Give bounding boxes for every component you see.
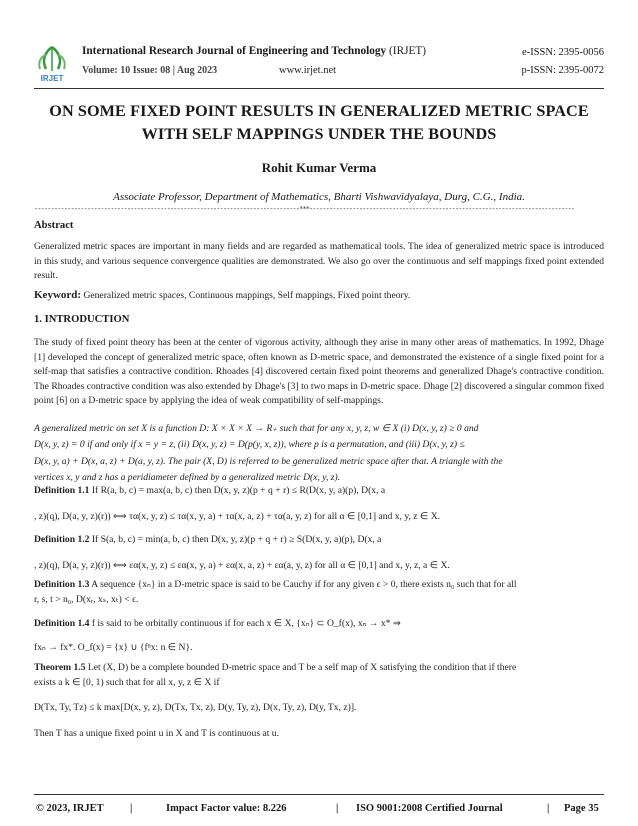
intro-p2-line: D(x, y, z) = 0 if and only if x = y = z, (ii) D(x, y, z) = D(p(y, x, z)), where p is a permutation, and (iii) D(x, y, z) ≤: [34, 439, 465, 451]
definition-1-4: [34, 617, 604, 655]
abstract-heading: Abstract: [34, 220, 74, 231]
footer-copyright: © 2023, IRJET: [36, 803, 104, 814]
intro-heading: 1. INTRODUCTION: [34, 314, 130, 325]
intro-paragraph-2: [34, 421, 604, 487]
abstract-text: Generalized metric spaces are important in many fields and are regarded as mathematical tools. The idea of generalized metric space is introduced in this study, and various sequence convergence qualities are demonstrated. We also go over the continuous and self mappings fixed point extended result.: [34, 241, 604, 282]
footer-divider: [34, 794, 604, 795]
keywords: [34, 288, 604, 304]
website-link[interactable]: www.irjet.net: [279, 65, 337, 76]
keywords-text: Generalized metric spaces, Continuous mappings, Self mappings, Fixed point theory.: [83, 290, 411, 301]
theorem-1-5: [34, 661, 604, 741]
definition-label: Definition 1.4: [34, 618, 90, 629]
definition-label: Definition 1.2: [34, 534, 90, 545]
footer-iso: ISO 9001:2008 Certified Journal: [356, 803, 503, 814]
journal-name: [82, 45, 426, 57]
definition-1-3: [34, 578, 604, 607]
definition-text: A sequence {xₙ} in a D-metric space is said to be Cauchy if for any given ϵ > 0, there exists n₀ such that for all: [89, 579, 517, 590]
pissn: p-ISSN: 2395-0072: [521, 65, 604, 76]
logo-text: IRJET: [40, 74, 64, 83]
definition-label: Definition 1.1: [34, 485, 90, 496]
footer-separator: |: [130, 803, 133, 814]
eissn: e-ISSN: 2395-0056: [522, 47, 604, 58]
irjet-logo: [34, 43, 70, 83]
theorem-text: exists a k ∈ [0, 1) such that for all x, y, z ∈ X if: [34, 676, 220, 688]
intro-p2-line: vertices x, y and z has a peridiameter defined by a generalized metric D(x, y, z).: [34, 472, 341, 484]
theorem-formula: D(Tx, Ty, Tz) ≤ k max[D(x, y, z), D(Tx, Tx, z), D(y, Ty, z), D(x, Ty, z), D(y, Tx, z)].: [34, 702, 357, 714]
journal-abbr: (IRJET): [389, 45, 427, 57]
intro-p2-line: A generalized metric on set X is a function D: X × X × X → R₊ such that for any x, y, z, w ∈ X (i) D(x, y, z) ≥ 0 and: [34, 423, 479, 434]
theorem-text: Then T has a unique fixed point u in X and T is continuous at u.: [34, 727, 279, 739]
theorem-label: Theorem 1.5: [34, 662, 86, 673]
definition-text: , z)(q), D(a, y, z)(r)) ⟺ τα(x, y, z) ≤ τα(x, y, a) + τα(x, a, z) + τα(a, y, z) for all α ∈ [0,1] and x, y, z ∈ X.: [34, 510, 441, 522]
definition-text: If R(a, b, c) = max(a, b, c) then D(x, y, z)(p + q + r) ≤ R(D(x, y, a)(p), D(x, a: [89, 485, 386, 496]
footer-separator: |: [547, 803, 550, 814]
definition-text: r, s, t > n₀, D(xᵣ, xₛ, xₜ) < ϵ.: [34, 593, 139, 605]
footer-separator: |: [336, 803, 339, 814]
author-affiliation: Associate Professor, Department of Mathematics, Bharti Vishwavidyalaya, Durg, C.G., India.: [113, 191, 525, 203]
header-divider: [34, 88, 604, 89]
definition-text: If S(a, b, c) = min(a, b, c) then D(x, y, z)(p + q + r) ≥ S(D(x, y, a)(p), D(x, a: [89, 534, 382, 545]
paper-title: ON SOME FIXED POINT RESULTS IN GENERALIZED METRIC SPACE WITH SELF MAPPINGS UNDER THE BOUNDS: [49, 102, 589, 143]
footer-impact-factor: Impact Factor value: 8.226: [166, 803, 287, 814]
intro-p2-line: D(x, y, a) + D(x, a, z) + D(a, y, z). The pair (X, D) is referred to be generalized metric space after that. A triangle with the: [34, 455, 503, 467]
definition-1-1: [34, 484, 604, 524]
definition-label: Definition 1.3: [34, 579, 90, 590]
author-name: Rohit Kumar Verma: [261, 160, 377, 175]
separator-line: --------------------------------------------------------------------------------***--------------------------------------------------------------------------------: [34, 205, 575, 213]
volume-issue: Volume: 10 Issue: 08 | Aug 2023: [82, 65, 218, 76]
keywords-label: Keyword:: [34, 289, 82, 301]
definition-text: , z)(q), D(a, y, z)(r)) ⟺ εα(x, y, z) ≤ εα(x, y, a) + εα(x, a, z) + εα(a, y, z) for all α ∈ [0,1] and x, y, z, a ∈ X.: [34, 559, 450, 571]
intro-paragraph-1: The study of fixed point theory has been at the center of vigorous activity, although they arise in many other areas of mathematics. In 1992, Dhage [1] developed the concept of generalized metric space, often known as D-metric space, and demonstrated the existence of a single fixed point for a self-map that satisfies a contractive condition. Rhoades [4] discovered certain fixed point theorems and generalized Dhage's contractive condition. The Rhoades contractive condition was also extended by Dhage's [3] to two maps in D-metric space. Dhage [2] discovered a singular common fixed point [6] on a D-metric space by applying the idea of weak compatibility of self-mappings.: [34, 337, 604, 407]
definition-1-2: [34, 533, 604, 573]
footer-page-number: Page 35: [564, 803, 599, 814]
journal-full-name: International Research Journal of Engineering and Technology: [82, 45, 387, 57]
theorem-text: Let (X, D) be a complete bounded D-metric space and T be a self map of X satisfying the condition that if there: [85, 662, 517, 673]
definition-text: f is said to be orbitally continuous if for each x ∈ X, {xₙ} ⊂ O_f(x), xₙ → x* ⇒: [89, 618, 401, 629]
definition-text: fxₙ → fx*. O_f(x) = {x} ∪ {fⁿx: n ∈ N}.: [34, 641, 193, 653]
journal-header: [34, 43, 604, 85]
